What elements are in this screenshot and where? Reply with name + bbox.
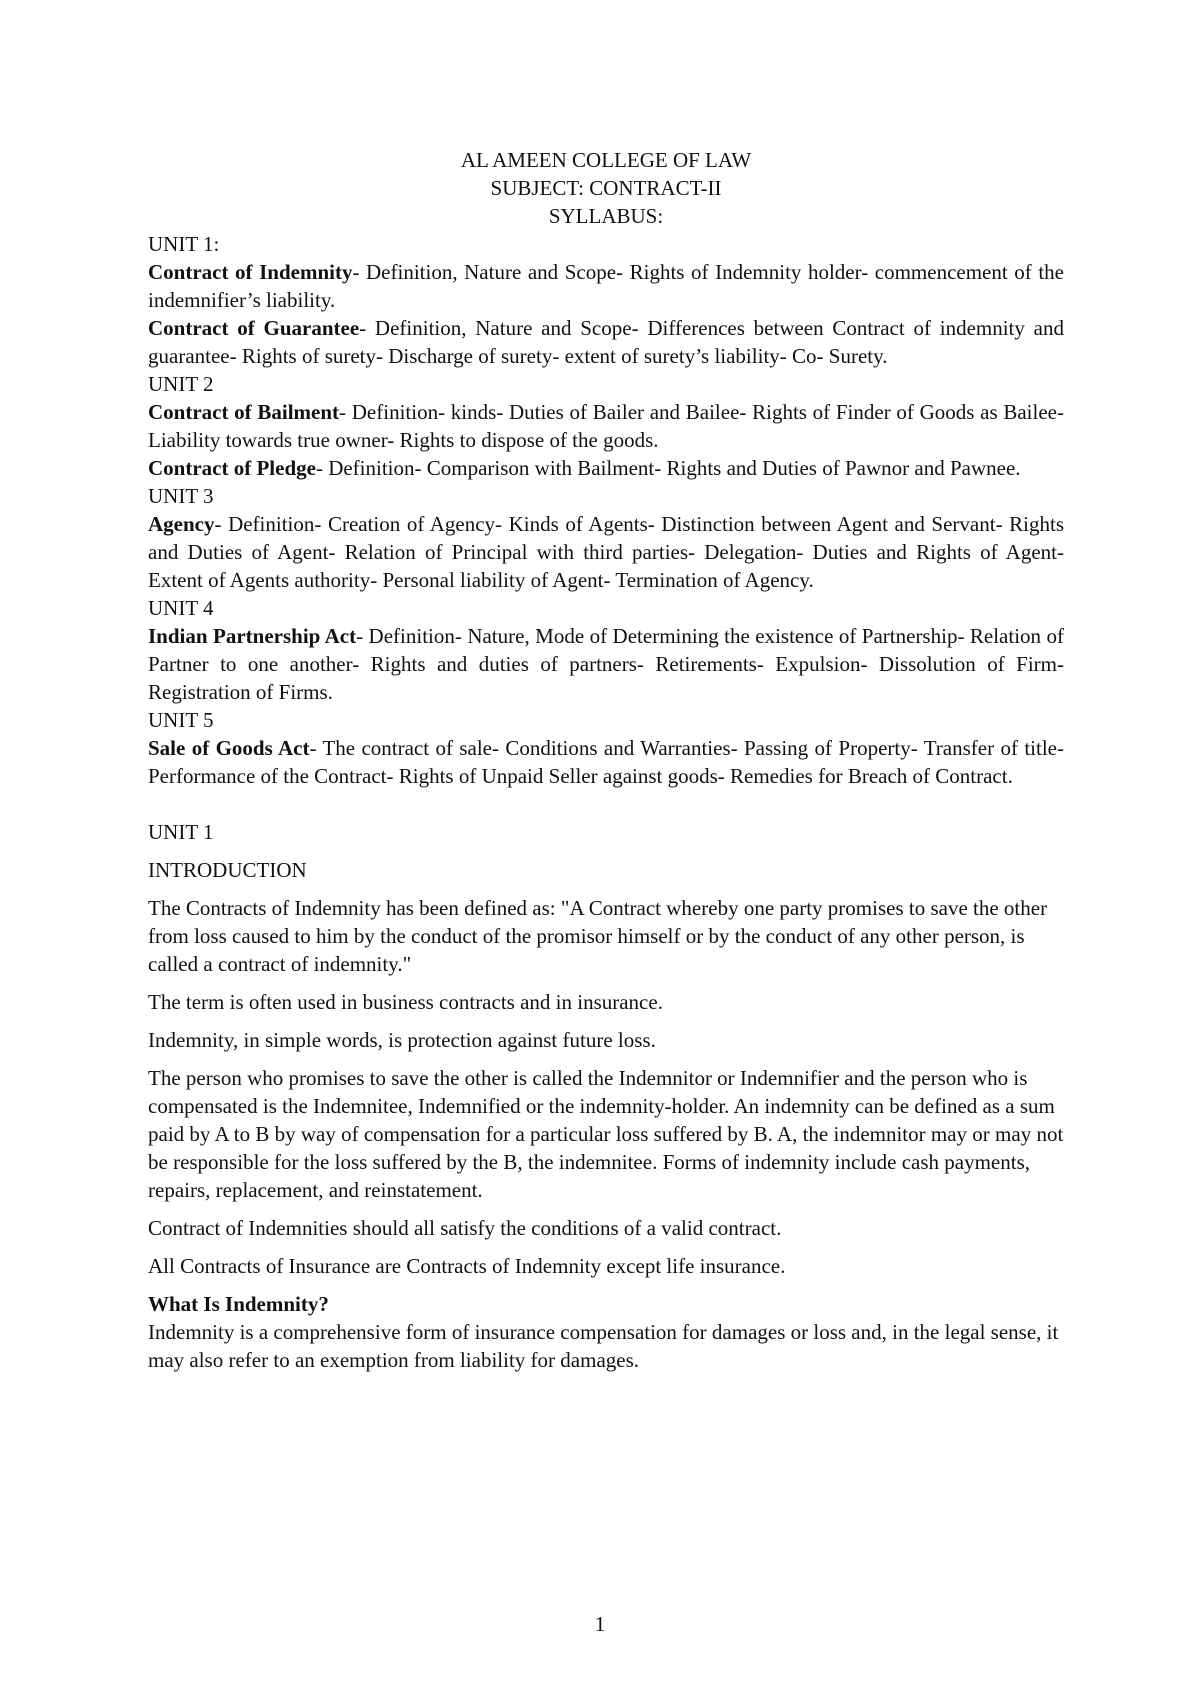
- topic-text: - Definition- kinds- Duties of Bailer and Bailee- Rights of Finder of Goods as Bailee- Liability towards true owner- Rights to dispose of the goods.: [148, 400, 1064, 452]
- topic-title: Contract of Pledge: [148, 456, 316, 480]
- syllabus-topic-pledge: [148, 454, 1064, 482]
- syllabus-unit-3-heading: UNIT 3: [148, 484, 214, 508]
- topic-text: - Definition- Creation of Agency- Kinds of Agents- Distinction between Agent and Servant- Rights and Duties of Agent- Relation of Principal with third parties- Delegation- Duties and Rights of Agent- Extent of Agents authority- Personal liability of Agent- Termination of Agency.: [148, 512, 1064, 592]
- topic-title: Agency: [148, 512, 215, 536]
- subject-line: SUBJECT: CONTRACT-II: [490, 176, 722, 200]
- college-name: AL AMEEN COLLEGE OF LAW: [460, 148, 752, 172]
- syllabus-topic-indemnity: [148, 258, 1064, 314]
- topic-title: Indian Partnership Act: [148, 624, 357, 648]
- topic-text: - Definition- Nature, Mode of Determining the existence of Partnership- Relation of Partner to one another- Rights and duties of partners- Retirements- Expulsion- Dissolution of Firm- Registration of Firms.: [148, 624, 1064, 704]
- syllabus-unit-4-heading: UNIT 4: [148, 596, 214, 620]
- document-page: [148, 146, 1064, 1374]
- body-unit-heading: UNIT 1: [148, 820, 214, 844]
- what-is-indemnity-heading: [148, 1290, 1064, 1318]
- body-paragraph: The Contracts of Indemnity has been defined as: "A Contract whereby one party promises to save the other from loss caused to him by the conduct of the promisor himself or by the conduct of any other person, is called a contract of indemnity.": [148, 896, 1048, 976]
- topic-title: Contract of Indemnity: [148, 260, 353, 284]
- body-paragraph: Indemnity, in simple words, is protection against future loss.: [148, 1028, 656, 1052]
- syllabus-unit-5-heading: UNIT 5: [148, 708, 214, 732]
- topic-title: Contract of Bailment: [148, 400, 340, 424]
- heading-text: What Is Indemnity?: [148, 1292, 329, 1316]
- introduction-heading: INTRODUCTION: [148, 858, 307, 882]
- topic-title: Contract of Guarantee: [148, 316, 360, 340]
- body-paragraph: The term is often used in business contracts and in insurance.: [148, 990, 663, 1014]
- syllabus-topic-partnership: [148, 622, 1064, 706]
- syllabus-unit-2-heading: UNIT 2: [148, 372, 214, 396]
- syllabus-topic-sale-of-goods: [148, 734, 1064, 790]
- syllabus-topic-bailment: [148, 398, 1064, 454]
- what-is-indemnity-text: Indemnity is a comprehensive form of insurance compensation for damages or loss and, in the legal sense, it may also refer to an exemption from liability for damages.: [148, 1320, 1059, 1372]
- topic-text: - Definition, Nature and Scope- Rights of Indemnity holder- commencement of the indemnifier’s liability.: [148, 260, 1064, 312]
- topic-text: - The contract of sale- Conditions and Warranties- Passing of Property- Transfer of title- Performance of the Contract- Rights of Unpaid Seller against goods- Remedies for Breach of Contract.: [148, 736, 1064, 788]
- syllabus-topic-guarantee: [148, 314, 1064, 370]
- page-number: 1: [594, 1612, 606, 1636]
- body-paragraph: Contract of Indemnities should all satisfy the conditions of a valid contract.: [148, 1216, 782, 1240]
- topic-text: - Definition- Comparison with Bailment- Rights and Duties of Pawnor and Pawnee.: [315, 456, 1021, 480]
- topic-text: - Definition, Nature and Scope- Differences between Contract of indemnity and guarantee- Rights of surety- Discharge of surety- extent of surety’s liability- Co- Surety.: [148, 316, 1064, 368]
- syllabus-heading: SYLLABUS:: [548, 204, 664, 228]
- syllabus-topic-agency: [148, 510, 1064, 594]
- body-paragraph: All Contracts of Insurance are Contracts of Indemnity except life insurance.: [148, 1254, 786, 1278]
- syllabus-unit-1-heading: UNIT 1:: [148, 232, 220, 256]
- body-paragraph: The person who promises to save the other is called the Indemnitor or Indemnifier and the person who is compensated is the Indemnitee, Indemnified or the indemnity-holder. An indemnity can be defined as a sum paid by A to B by way of compensation for a particular loss suffered by B. A, the indemnitor may or may not be responsible for the loss suffered by the B, the indemnitee. Forms of indemnity include cash payments, repairs, replacement, and reinstatement.: [148, 1066, 1064, 1202]
- topic-title: Sale of Goods Act: [148, 736, 310, 760]
